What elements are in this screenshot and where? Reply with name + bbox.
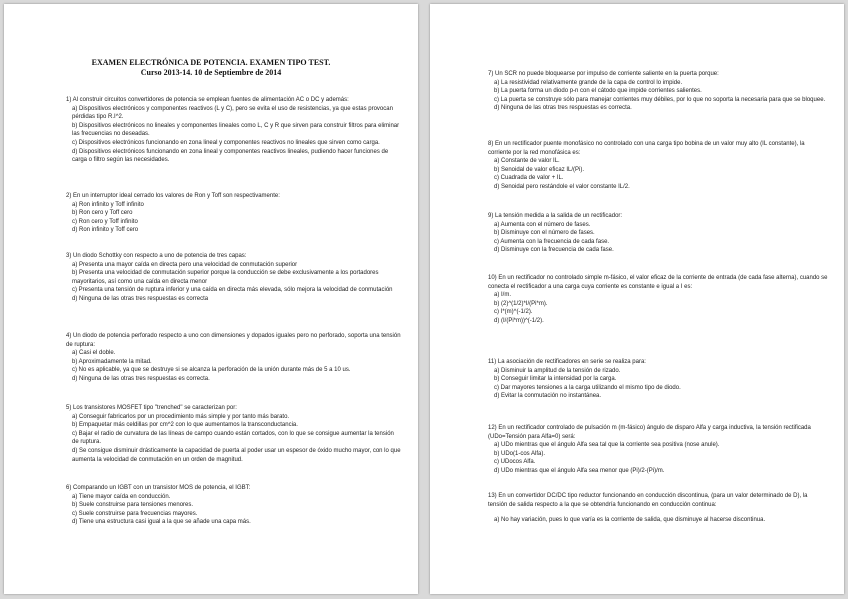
answer-option: a) Presenta una mayor caída en directa pero una velocidad de conmutación superior bbox=[72, 261, 298, 268]
question-9 bbox=[488, 212, 828, 255]
question-6 bbox=[66, 484, 402, 527]
answer-option: c) Cuadrada de valor + IL. bbox=[494, 175, 564, 182]
answer-option: d) Tiene una estructura casi igual a la que se añade una capa más. bbox=[72, 519, 251, 526]
answer-option: d) Ninguna de las otras tres respuestas es correcta. bbox=[72, 375, 210, 382]
answer-option: d) Se consigue disminuir drásticamente la capacidad de puerta al poder usar un espesor de óxido mucho mayor, con lo que aumenta la velocidad de conmutación en un orden de magnitud. bbox=[72, 447, 401, 463]
answer-option: d) Evitar la conmutación no instantánea. bbox=[494, 393, 602, 400]
answer-option: d) Senoidal pero restándole el valor constante IL/2. bbox=[494, 183, 630, 190]
exam-subtitle: Curso 2013-14. 10 de Septiembre de 2014 bbox=[140, 68, 282, 77]
question-8 bbox=[488, 140, 828, 192]
question-text: 11) La asociación de rectificadores en serie se realiza para: bbox=[488, 359, 646, 365]
question-2 bbox=[66, 192, 402, 235]
question-text: 6) Comparando un IGBT con un transistor MOS de potencia, el IGBT: bbox=[66, 485, 251, 491]
exam-title: EXAMEN ELECTRÓNICA DE POTENCIA. EXAMEN TIPO TEST. bbox=[91, 58, 331, 67]
question-text: 1) Al construir circuitos convertidores de potencia se emplean fuentes de alimentación AC o DC y además: bbox=[66, 97, 349, 103]
question-11 bbox=[488, 358, 828, 401]
question-text: 13) En un convertidor DC/DC tipo reductor funcionando en conducción discontinua, (para un valor determinado de D), la tensión de salida respecto a la que se obtendría funcionando en conducción continua: bbox=[488, 493, 808, 508]
answer-option: a) Constante de valor IL. bbox=[494, 158, 560, 165]
answer-option: a) Ron infinito y Toff infinito bbox=[72, 201, 144, 208]
question-4 bbox=[66, 332, 402, 384]
answer-option: b) Ron cero y Toff cero bbox=[72, 210, 133, 217]
answer-option: c) No es aplicable, ya que se destruye si se alcanza la perforación de la unión durante más de 5 a 10 us. bbox=[72, 367, 351, 374]
question-text: 8) En un rectificador puente monofásico no controlado con una carga tipo bobina de un valor muy alto (IL constante), la corriente por la red monofásica es: bbox=[488, 141, 805, 156]
answer-option: a) Casi el doble. bbox=[72, 350, 116, 357]
question-text: 12) En un rectificador controlado de pulsación m (m-fásico) ángulo de disparo Alfa y carga inductiva, la tensión rectificada (UDo=Tensión para Alfa=0) será: bbox=[488, 425, 811, 440]
answer-option: c) Dispositivos electrónicos funcionando en zona lineal y componentes reactivos no lineales que sirven como carga. bbox=[72, 139, 380, 146]
question-3 bbox=[66, 252, 402, 304]
answer-option: c) Bajar el radio de curvatura de las líneas de campo cuando están cortados, con lo que se consigue aumentar la tensión de ruptura. bbox=[72, 430, 394, 446]
answer-option: d) Ninguna de las otras tres respuestas es correcta bbox=[72, 295, 209, 302]
question-text: 2) En un interruptor ideal cerrado los valores de Ron y Toff son respectivamente: bbox=[66, 193, 280, 199]
question-text: 9) La tensión medida a la salida de un rectificador: bbox=[488, 213, 623, 219]
answer-option: b) Suele construirse para tensiones menores. bbox=[72, 502, 194, 509]
question-1 bbox=[66, 96, 402, 165]
question-text: 7) Un SCR no puede bloquearse por impulso de corriente saliente en la puerta porque: bbox=[488, 71, 719, 77]
question-10 bbox=[488, 274, 828, 326]
question-5 bbox=[66, 404, 402, 464]
answer-option: a) Tiene mayor caída en conducción. bbox=[72, 493, 171, 500]
answer-option: a) La resistividad relativamente grande de la capa de control lo impide. bbox=[494, 79, 683, 86]
answer-option: d) Dispositivos electrónicos funcionando en zona lineal y componentes reactivos lineales, pudiendo hacer funciones de carga o filtro según las necesidades. bbox=[72, 148, 389, 164]
answer-option: c) Dar mayores tensiones a la carga utilizando el mismo tipo de diodo. bbox=[494, 384, 681, 391]
question-12 bbox=[488, 424, 828, 476]
answer-option: b) Senoidal de valor eficaz IL/(Pi). bbox=[494, 166, 585, 173]
answer-option: c) Aumenta con la frecuencia de cada fase. bbox=[494, 238, 610, 245]
answer-option: a) Conseguir fabricarlos por un procedimiento más simple y por tanto más barato. bbox=[72, 413, 290, 420]
answer-option: a) Disminuir la amplitud de la tensión de rizado. bbox=[494, 367, 621, 374]
answer-option: c) Suele construirse para frecuencias mayores. bbox=[72, 510, 198, 517]
exam-page-1 bbox=[4, 4, 418, 594]
answer-option: a) Aumenta con el número de fases. bbox=[494, 221, 591, 228]
answer-option: a) No hay variación, pues lo que varía es la corriente de salida, que disminuye al hacerse discontinua. bbox=[494, 517, 766, 524]
answer-option: b) (2)^(1/2)*I/(Pi*m). bbox=[494, 300, 548, 307]
answer-option: a) I/m. bbox=[494, 292, 512, 299]
question-text: 10) En un rectificador no controlado simple m-fásico, el valor eficaz de la corriente de entrada (de cada fase alterna), cuando se conecta el rectificador a una carga cuya corriente es constante e igual a I es: bbox=[488, 275, 828, 290]
question-7 bbox=[488, 70, 828, 113]
answer-option: c) I*(m)^(-1/2). bbox=[494, 309, 533, 316]
answer-option: b) La puerta forma un diodo p-n con el cátodo que impide corrientes salientes. bbox=[494, 88, 702, 95]
answer-option: a) Dispositivos electrónicos y componentes reactivos (L y C), pero se evita el uso de resistencias, ya que estas provocan pérdidas tipo R.I^2. bbox=[72, 105, 393, 121]
question-13 bbox=[488, 492, 828, 525]
answer-option: b) Presenta una velocidad de conmutación superior porque la conducción se debe exclusivamente a los portadores mayoritarios, así como una caída en directa menor bbox=[72, 270, 379, 285]
answer-option: d) Ninguna de las otras tres respuestas es correcta. bbox=[494, 105, 632, 112]
answer-option: c) Ron cero y Toff infinito bbox=[72, 218, 138, 225]
question-text: 4) Un diodo de potencia perforado respecto a uno con dimensiones y dopados iguales pero no perforado, soporta una tensión de ruptura: bbox=[66, 333, 401, 348]
answer-option: b) Dispositivos electrónicos no lineales y componentes lineales como L, C y R que sirven para construir filtros para eliminar las frecuencias no deseadas. bbox=[72, 122, 400, 138]
answer-option: d) UDo mientras que el ángulo Alfa sea menor que (Pi)/2-(Pi)/m. bbox=[494, 467, 665, 474]
exam-page-2 bbox=[430, 4, 844, 594]
answer-option: d) (I/(Pi*m))^(-1/2). bbox=[494, 317, 544, 324]
answer-option: c) Presenta una tensión de ruptura inferior y una caída en directa más elevada, sólo mejora la velocidad de conmutación bbox=[72, 287, 393, 294]
answer-option: b) Conseguir limitar la intensidad por la carga. bbox=[494, 376, 617, 383]
answer-option: d) Disminuye con la frecuencia de cada fase. bbox=[494, 247, 614, 254]
answer-option: a) UDo mientras que el ángulo Alfa sea tal que la corriente sea positiva (nose anule). bbox=[494, 442, 720, 449]
answer-option: c) UDocos Alfa. bbox=[494, 459, 536, 466]
answer-option: b) Aproximadamente la mitad. bbox=[72, 358, 152, 365]
answer-option: c) La puerta se construye sólo para manejar corrientes muy débiles, por lo que no soporta la necesaria para que se bloquee. bbox=[494, 96, 826, 103]
answer-option: b) UDo(1-cos Alfa). bbox=[494, 450, 546, 457]
answer-option: d) Ron infinito y Toff cero bbox=[72, 227, 139, 234]
question-text: 5) Los transistores MOSFET tipo "trenched" se caracterizan por: bbox=[66, 405, 237, 411]
answer-option: b) Disminuye con el número de fases. bbox=[494, 230, 595, 237]
question-text: 3) Un diodo Schottky con respecto a uno de potencia de tres capas: bbox=[66, 253, 247, 259]
answer-option: b) Empaquetar más celdillas por cm^2 con lo que aumentamos la transconductancia. bbox=[72, 422, 298, 429]
